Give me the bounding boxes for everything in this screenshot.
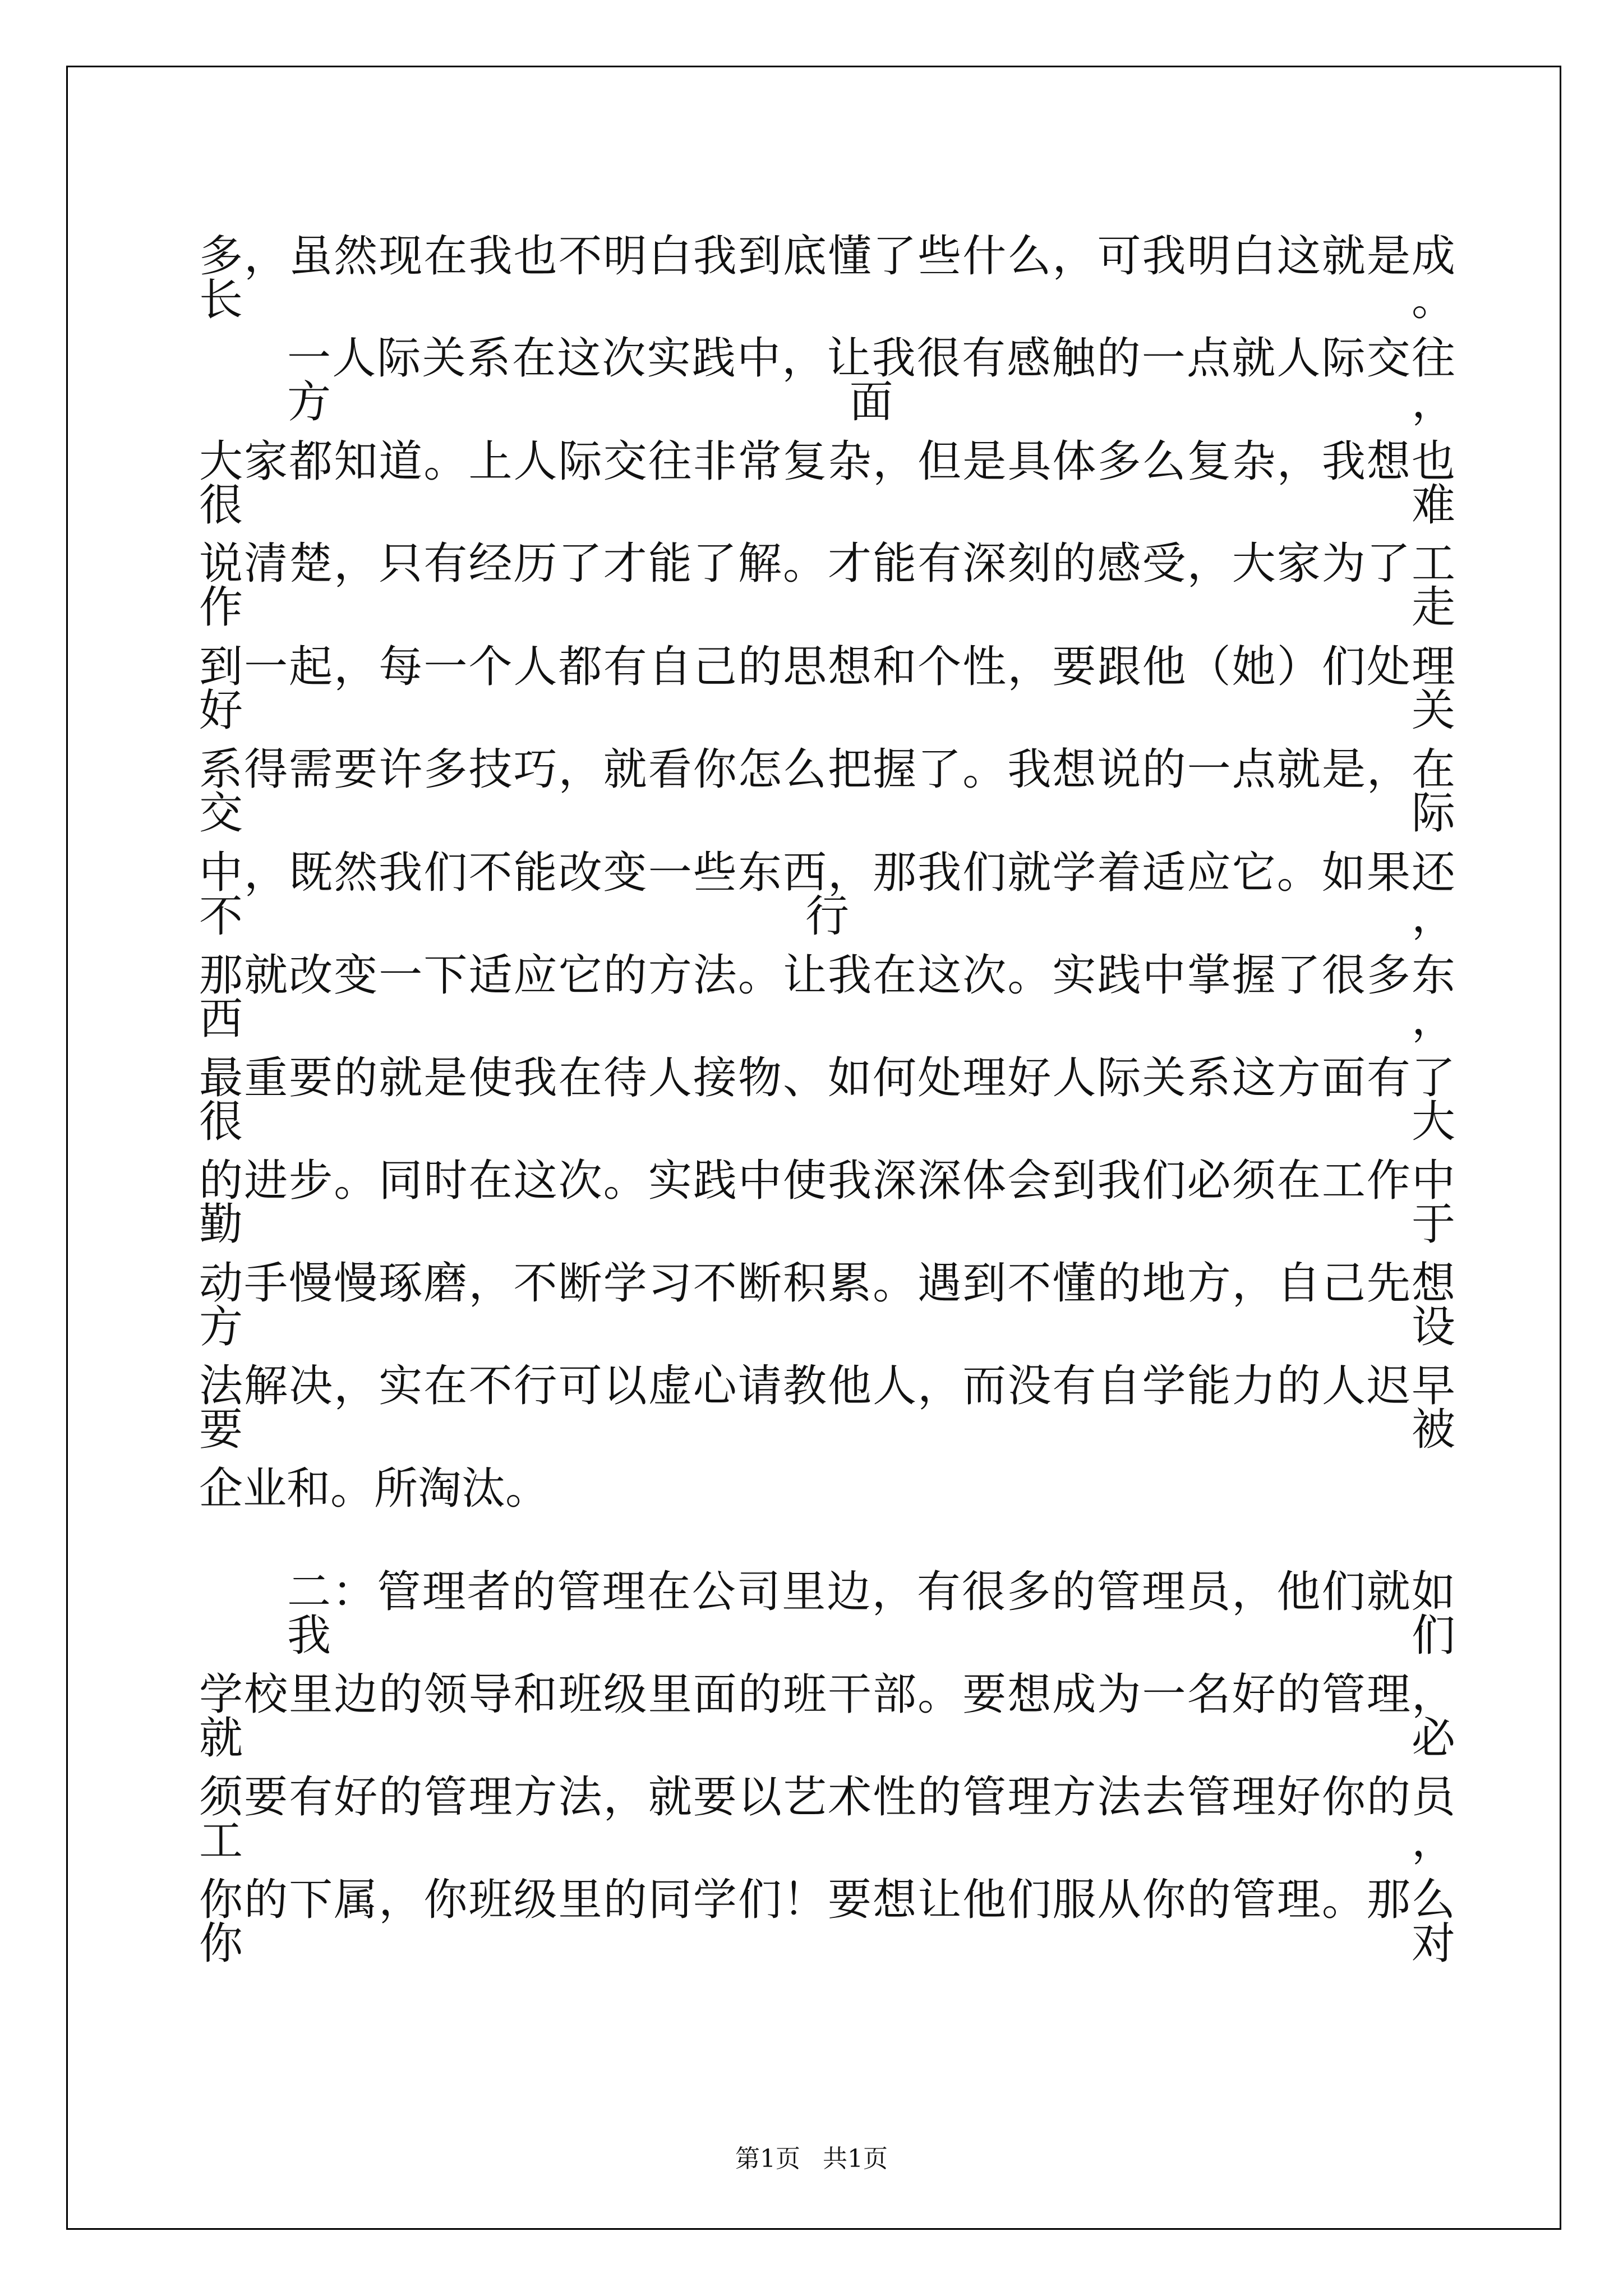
text-line: 一人际关系在这次实践中，让我很有感触的一点就人际交往方面， [287,333,1455,427]
text-line: 的进步。同时在这次。实践中使我深深体会到我们必须在工作中勤于 [199,1156,1455,1250]
text-line: 学校里边的领导和班级里面的班干部。要想成为一名好的管理，就必 [199,1669,1455,1764]
text-line: 多，虽然现在我也不明白我到底懂了些什么，可我明白这就是成长。 [199,231,1455,325]
text-line: 法解决，实在不行可以虚心请教他人，而没有自学能力的人迟早要被 [199,1361,1455,1455]
text-line: 你的下属，你班级里的同学们！要想让他们服从你的管理。那么你对 [199,1875,1455,1969]
text-line: 企业和。所淘汰。 [199,1464,550,1514]
text-line: 最重要的就是使我在待人接物、如何处理好人际关系这方面有了很大 [199,1053,1455,1147]
page-number: 第1页 [735,2145,800,2173]
text-line: 中，既然我们不能改变一些东西，那我们就学着适应它。如果还不行， [199,848,1455,942]
text-line: 系得需要许多技巧，就看你怎么把握了。我想说的一点就是，在交际 [199,744,1455,839]
text-line: 说清楚，只有经历了才能了解。才能有深刻的感受，大家为了工作走 [199,539,1455,633]
text-line: 大家都知道。上人际交往非常复杂，但是具体多么复杂，我想也很难 [199,436,1455,531]
text-line: 到一起，每一个人都有自己的思想和个性，要跟他（她）们处理好关 [199,642,1455,736]
page-total: 共1页 [823,2145,888,2173]
text-line: 动手慢慢琢磨，不断学习不断积累。遇到不懂的地方，自己先想方设 [199,1258,1455,1352]
text-line: 须要有好的管理方法，就要以艺术性的管理方法去管理好你的员工， [199,1772,1455,1866]
text-line: 那就改变一下适应它的方法。让我在这次。实践中掌握了很多东西， [199,950,1455,1045]
page-footer [0,2147,1623,2171]
text-line: 二：管理者的管理在公司里边，有很多的管理员，他们就如我们 [287,1567,1455,1661]
